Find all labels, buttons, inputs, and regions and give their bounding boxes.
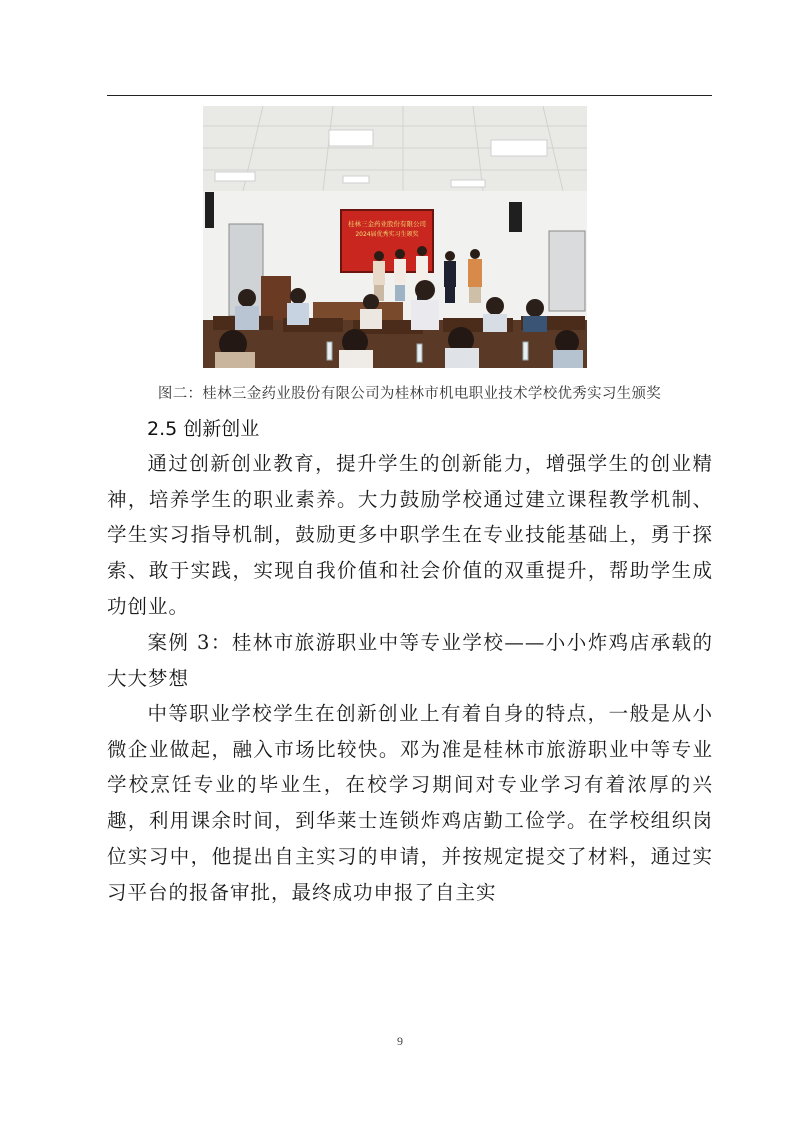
figure-caption: 图二：桂林三金药业股份有限公司为桂林市机电职业技术学校优秀实习生颁奖 bbox=[157, 386, 662, 402]
paragraph-text: 中等职业学校学生在创新创业上有着自身的特点，一般是从小微企业做起，融入市场比较快。邓为准是桂林市旅游职业中等专业学校烹饪专业的毕业生，在校学习期间对专业学习有着浓厚的兴趣，利用课余时间，到华莱士连锁炸鸡店勤工俭学。在学校组织岗位实习中，他提出自主实习的申请，并按规定提交了材料，通过实习平台的报备审批，最终成功申报了自主实 bbox=[107, 702, 713, 904]
paragraph-case-body bbox=[107, 696, 713, 910]
section-heading: 2.5 创新创业 bbox=[147, 418, 260, 440]
paragraph-innovation bbox=[107, 446, 713, 625]
award-ceremony-photo bbox=[203, 106, 587, 368]
paragraph-case-title bbox=[107, 625, 713, 696]
paragraph-text: 通过创新创业教育，提升学生的创新能力，增强学生的创业精神，培养学生的职业素养。大力鼓励学校通过建立课程教学机制、学生实习指导机制，鼓励更多中职学生在专业技能基础上，勇于探索、敢于实践，实现自我价值和社会价值的双重提升，帮助学生成功创业。 bbox=[107, 452, 713, 618]
paragraph-text: 案例 3：桂林市旅游职业中等专业学校——小小炸鸡店承载的大大梦想 bbox=[107, 631, 713, 690]
page-number: 9 bbox=[397, 1034, 403, 1048]
banner-line-2: 2024届优秀实习生颁奖 bbox=[355, 231, 419, 238]
banner-line-1: 桂林三金药业股份有限公司 bbox=[348, 220, 426, 228]
header-rule bbox=[107, 95, 712, 96]
